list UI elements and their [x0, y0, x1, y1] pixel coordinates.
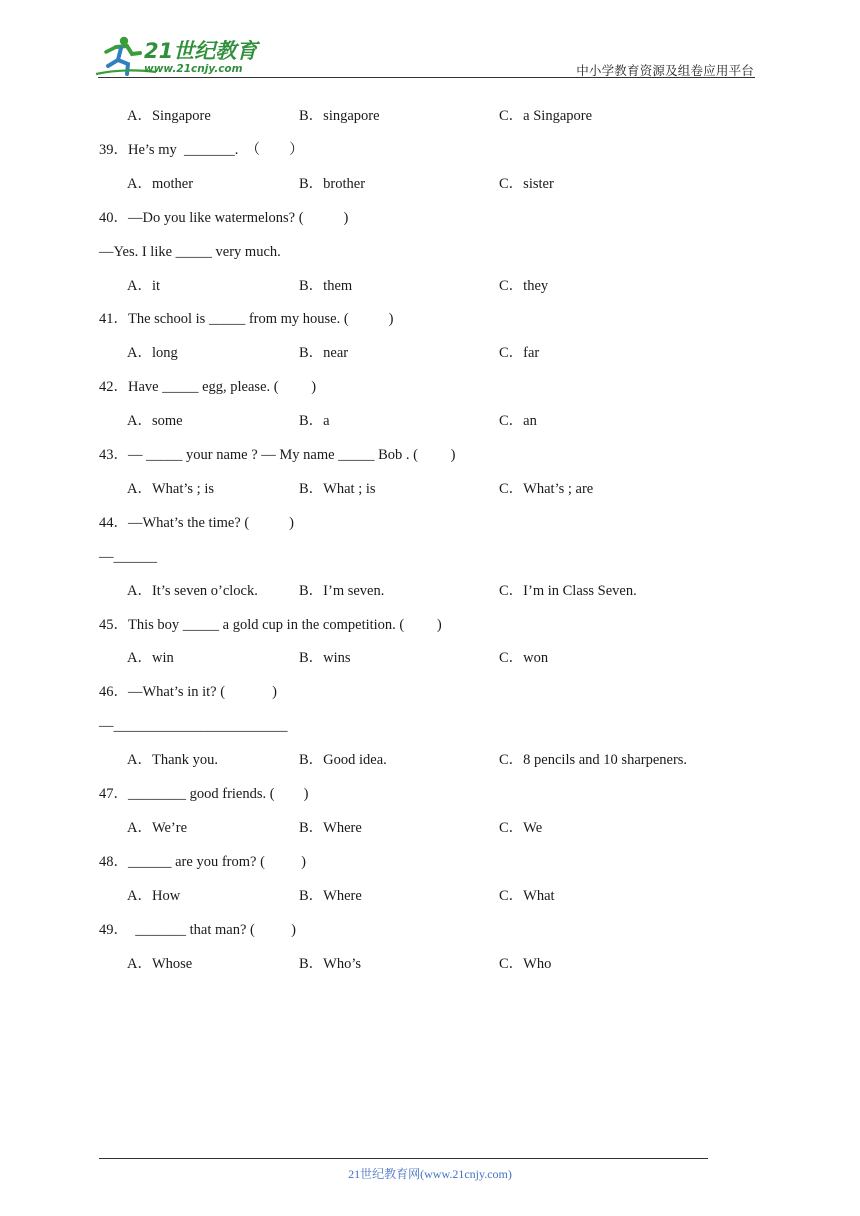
page-header: [0, 0, 860, 80]
question-stem: 48．______ are you from? ( ): [99, 853, 306, 870]
answer-option-c: C．far: [499, 345, 540, 362]
logo-text: 21世纪教育: [144, 39, 258, 63]
question-stem: 47．________ good friends. ( ): [99, 786, 309, 802]
question-stem-continuation: —Yes. I like _____ very much.: [99, 243, 281, 260]
site-logo: [94, 34, 264, 78]
logo-url: www.21cnjy.com: [144, 63, 243, 75]
answer-option-c: C．What: [499, 887, 555, 904]
header-platform-title: 中小学教育资源及组卷应用平台: [576, 63, 754, 78]
answer-option-a: A．What’s ; is: [127, 480, 214, 497]
answer-option-a: A．it: [127, 277, 161, 294]
answer-option-c: C．sister: [499, 175, 554, 192]
answer-option-a: A．We’re: [127, 819, 188, 836]
question-stem: 40．—Do you like watermelons? ( ): [99, 209, 349, 226]
answer-option-b: B．Where: [299, 887, 362, 904]
answer-option-b: B．brother: [299, 175, 366, 192]
answer-option-a: A．long: [127, 345, 178, 362]
answer-option-b: B．Where: [299, 819, 362, 836]
question-stem: 39．He’s my _______. （ ）: [99, 141, 304, 158]
answer-option-c: C．What’s ; are: [499, 480, 594, 497]
answer-option-b: B．a: [299, 413, 330, 430]
answer-option-a: A．Singapore: [127, 108, 211, 124]
answer-option-b: B．Good idea.: [299, 752, 387, 769]
answer-option-a: A．Whose: [127, 955, 193, 972]
answer-option-c: C．an: [499, 413, 537, 430]
question-stem: 43．— _____ your name ? — My name _____ Bob . ( ): [99, 447, 456, 463]
answer-option-b: B．What ; is: [299, 480, 376, 497]
question-stem: 44．—What’s the time? ( ): [99, 514, 294, 531]
footer-text: 21世纪教育网(www.21cnjy.com): [348, 1167, 512, 1181]
answer-option-c: C．We: [499, 819, 543, 836]
question-stem: 41．The school is _____ from my house. ( ): [99, 311, 394, 328]
answer-option-a: A．win: [127, 650, 174, 667]
answer-option-c: C．Who: [499, 955, 552, 972]
question-stem: 42．Have _____ egg, please. ( ): [99, 379, 317, 396]
footer-divider: [99, 1158, 708, 1159]
header-divider: [98, 77, 755, 78]
answer-option-a: A．mother: [127, 175, 194, 192]
answer-option-a: A．It’s seven o’clock.: [127, 582, 258, 599]
answer-option-c: C．8 pencils and 10 sharpeners.: [499, 752, 688, 769]
answer-option-b: B．near: [299, 345, 349, 362]
question-stem-continuation: —______: [99, 548, 157, 565]
answer-option-b: B．Who’s: [299, 955, 362, 972]
question-stem-continuation: —________________________: [99, 718, 288, 735]
answer-option-b: B．I’m seven.: [299, 582, 385, 599]
answer-option-c: C．a Singapore: [499, 108, 593, 124]
answer-option-c: C．won: [499, 650, 549, 667]
answer-option-a: A．Thank you.: [127, 752, 219, 769]
answer-option-c: C．I’m in Class Seven.: [499, 582, 637, 599]
answer-option-a: A．How: [127, 887, 181, 904]
answer-option-b: B．singapore: [299, 108, 380, 124]
question-stem: 45．This boy _____ a gold cup in the competition. ( ): [99, 616, 442, 633]
answer-option-b: B．wins: [299, 650, 351, 667]
question-stem: 46．—What’s in it? ( ): [99, 684, 278, 701]
answer-option-a: A．some: [127, 413, 183, 430]
answer-option-c: C．they: [499, 277, 549, 294]
answer-option-b: B．them: [299, 277, 353, 294]
question-stem: 49． _______ that man? ( ): [99, 921, 296, 938]
